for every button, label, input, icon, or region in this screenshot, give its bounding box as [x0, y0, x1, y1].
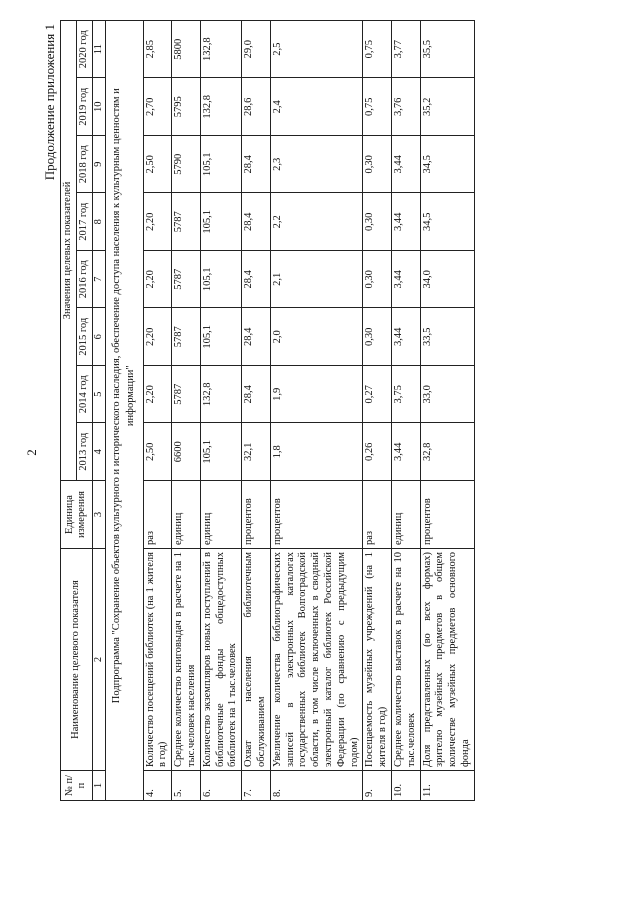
table-row	[270, 20, 363, 800]
value-cell: 5800	[172, 20, 201, 78]
value-cell: 0,75	[363, 20, 392, 78]
value-cell: 2,20	[143, 251, 172, 309]
value-cell: 132,8	[200, 366, 241, 424]
value-cell: 2,70	[143, 78, 172, 136]
value-cell: 28,4	[242, 251, 271, 309]
indicator-unit: единиц	[391, 481, 420, 549]
row-number: 9.	[363, 771, 392, 801]
value-cell: 28,4	[242, 193, 271, 251]
column-index: 9	[92, 136, 106, 194]
value-cell: 29,0	[242, 20, 271, 78]
value-cell: 132,8	[200, 20, 241, 78]
value-cell: 33,0	[420, 366, 474, 424]
indicator-name: Охват населения библиотечным обслуживанием	[242, 549, 271, 771]
value-cell: 2,5	[270, 20, 363, 78]
header-year: 2017 год	[76, 193, 92, 251]
value-cell: 105,1	[200, 423, 241, 481]
table-row	[172, 20, 201, 800]
value-cell: 5787	[172, 308, 201, 366]
column-index: 3	[92, 481, 106, 549]
table-row	[143, 20, 172, 800]
header-no: № п/п	[61, 771, 93, 801]
value-cell: 2,3	[270, 136, 363, 194]
value-cell: 2,1	[270, 251, 363, 309]
value-cell: 3,75	[391, 366, 420, 424]
value-cell: 34,0	[420, 251, 474, 309]
value-cell: 2,20	[143, 193, 172, 251]
value-cell: 35,2	[420, 78, 474, 136]
value-cell: 105,1	[200, 308, 241, 366]
indicator-unit: процентов	[242, 481, 271, 549]
indicator-unit: раз	[363, 481, 392, 549]
value-cell: 132,8	[200, 78, 241, 136]
header-year: 2018 год	[76, 136, 92, 194]
row-number: 11.	[420, 771, 474, 801]
header-year: 2020 год	[76, 20, 92, 78]
column-index: 10	[92, 78, 106, 136]
value-cell: 34,5	[420, 193, 474, 251]
value-cell: 105,1	[200, 193, 241, 251]
indicator-unit: процентов	[270, 481, 363, 549]
column-index: 5	[92, 366, 106, 424]
page-number: 2	[24, 449, 39, 456]
indicator-name: Количество экземпляров новых поступлений в библиотечные фонды общедоступных библиотек на 1 тыс.человек	[200, 549, 241, 771]
value-cell: 0,75	[363, 78, 392, 136]
value-cell: 35,5	[420, 20, 474, 78]
column-index: 6	[92, 308, 106, 366]
header-year: 2013 год	[76, 423, 92, 481]
value-cell: 2,50	[143, 423, 172, 481]
column-index: 4	[92, 423, 106, 481]
value-cell: 3,44	[391, 136, 420, 194]
value-cell: 32,1	[242, 423, 271, 481]
row-number: 10.	[391, 771, 420, 801]
value-cell: 3,44	[391, 251, 420, 309]
value-cell: 1,8	[270, 423, 363, 481]
indicator-name: Количество посещений библиотек (на 1 жителя в год)	[143, 549, 172, 771]
column-index: 11	[92, 20, 106, 78]
value-cell: 2,4	[270, 78, 363, 136]
column-index: 7	[92, 251, 106, 309]
value-cell: 28,6	[242, 78, 271, 136]
value-cell: 1,9	[270, 366, 363, 424]
value-cell: 0,27	[363, 366, 392, 424]
row-number: 6.	[200, 771, 241, 801]
indicator-unit: процентов	[420, 481, 474, 549]
value-cell: 5790	[172, 136, 201, 194]
header-year: 2019 год	[76, 78, 92, 136]
header-values-group: Значения целевых показателей	[61, 20, 77, 480]
value-cell: 0,26	[363, 423, 392, 481]
indicator-name: Увеличение количества библиографических записей в электронных каталогах государственных библиотек Волгоградской области, в том числе включенных в сводный электронный каталог библиотек Российской Федерации (по сравнению с предыдущим годом)	[270, 549, 363, 771]
row-number: 5.	[172, 771, 201, 801]
value-cell: 105,1	[200, 251, 241, 309]
table-row	[242, 20, 271, 800]
value-cell: 0,30	[363, 308, 392, 366]
value-cell: 0,30	[363, 136, 392, 194]
header-row-1	[61, 20, 77, 800]
value-cell: 2,20	[143, 366, 172, 424]
indicator-name: Посещаемость музейных учреждений (на 1 жителя в год)	[363, 549, 392, 771]
column-index: 2	[92, 549, 106, 771]
value-cell: 3,76	[391, 78, 420, 136]
subprogram-row	[106, 20, 143, 800]
header-year: 2016 год	[76, 251, 92, 309]
indicator-name: Среднее количество книговыдач в расчете на 1 тыс.человек населения	[172, 549, 201, 771]
value-cell: 5787	[172, 251, 201, 309]
value-cell: 28,4	[242, 136, 271, 194]
value-cell: 34,5	[420, 136, 474, 194]
indicator-name: Среднее количество выставок в расчете на 10 тыс.человек	[391, 549, 420, 771]
value-cell: 2,0	[270, 308, 363, 366]
value-cell: 6600	[172, 423, 201, 481]
subprogram-title: Подпрограмма "Сохранение объектов культурного и исторического наследия, обеспечение доступа населения к культурным ценностям и информации"	[106, 20, 143, 770]
value-cell: 5795	[172, 78, 201, 136]
value-cell: 5787	[172, 193, 201, 251]
table-row	[363, 20, 392, 800]
column-index: 8	[92, 193, 106, 251]
header-unit: Единица измерения	[61, 481, 93, 549]
value-cell: 33,5	[420, 308, 474, 366]
value-cell: 0,30	[363, 251, 392, 309]
table-row	[420, 20, 474, 800]
value-cell: 105,1	[200, 136, 241, 194]
value-cell: 0,30	[363, 193, 392, 251]
row-number: 4.	[143, 771, 172, 801]
indicator-unit: единиц	[172, 481, 201, 549]
column-index-row	[92, 20, 106, 800]
table-row	[391, 20, 420, 800]
header-name: Наименование целевого показателя	[61, 549, 93, 771]
value-cell: 2,2	[270, 193, 363, 251]
indicator-name: Доля представленных (во всех формах) зрителю музейных предметов в общем количестве музейных предметов основного фонда	[420, 549, 474, 771]
value-cell: 5787	[172, 366, 201, 424]
value-cell: 2,50	[143, 136, 172, 194]
value-cell: 2,85	[143, 20, 172, 78]
value-cell: 28,4	[242, 366, 271, 424]
value-cell: 3,44	[391, 308, 420, 366]
table-row	[200, 20, 241, 800]
header-year: 2015 год	[76, 308, 92, 366]
continuation-title: Продолжение приложения 1	[42, 24, 57, 181]
value-cell: 32,8	[420, 423, 474, 481]
value-cell: 3,77	[391, 20, 420, 78]
value-cell: 2,20	[143, 308, 172, 366]
row-number: 8.	[270, 771, 363, 801]
header-year: 2014 год	[76, 366, 92, 424]
indicators-table	[60, 20, 475, 801]
value-cell: 3,44	[391, 193, 420, 251]
row-number: 7.	[242, 771, 271, 801]
value-cell: 28,4	[242, 308, 271, 366]
indicator-unit: единиц	[200, 481, 241, 549]
indicator-unit: раз	[143, 481, 172, 549]
subprogram-spacer	[106, 771, 143, 801]
value-cell: 3,44	[391, 423, 420, 481]
column-index: 1	[92, 771, 106, 801]
